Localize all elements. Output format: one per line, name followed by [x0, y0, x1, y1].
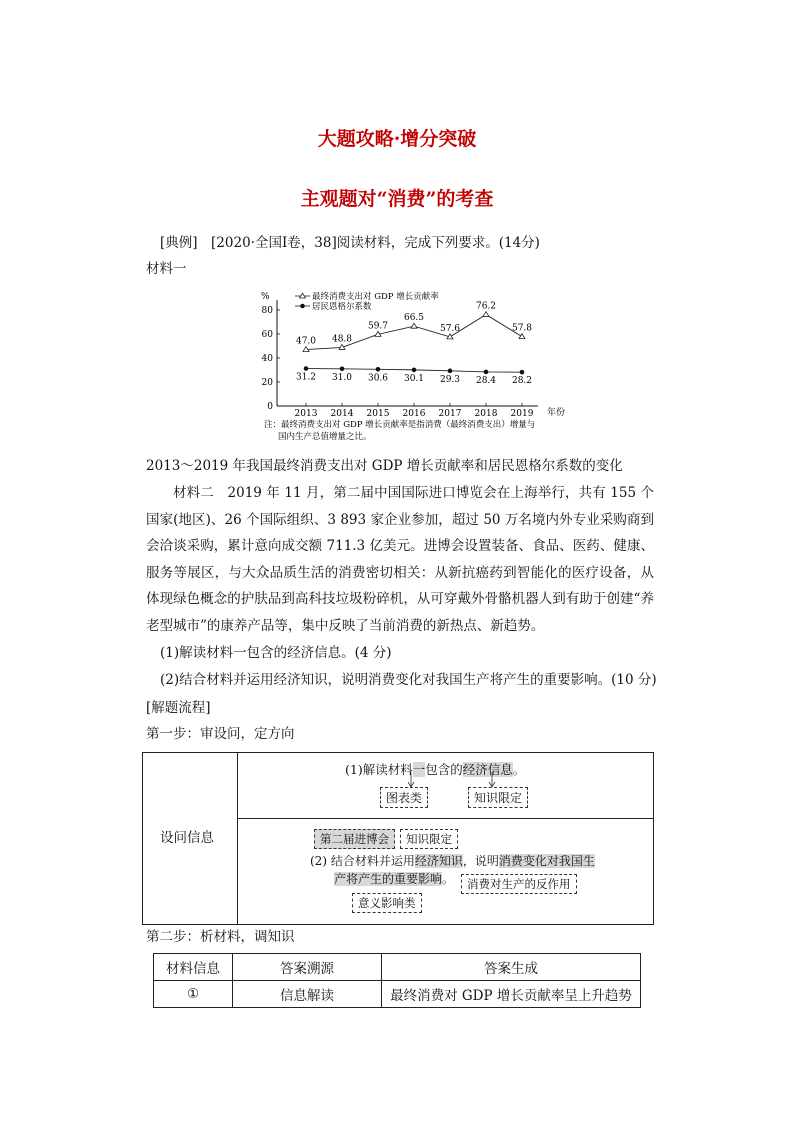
tag-knowledge-limit-1: 知识限定 — [468, 787, 528, 808]
x-axis-suffix: 年份 — [547, 408, 566, 418]
data-point-circle — [484, 370, 489, 375]
data-label: 66.5 — [403, 313, 425, 324]
y-tick-label: 0 — [267, 402, 273, 412]
q1-part-e: 。 — [512, 762, 526, 777]
line-chart — [250, 286, 570, 446]
table-header-cell: 答案溯源 — [233, 954, 382, 981]
data-label: 57.6 — [439, 323, 461, 334]
flow-label: [解题流程] — [146, 700, 211, 716]
legend-label-2: 居民恩格尔系数 — [312, 302, 372, 312]
question-1: (1)解读材料一包含的经济信息。(4 分) — [160, 645, 392, 661]
table-cell: 信息解读 — [233, 981, 382, 1008]
chart-note-line1: 注：最终消费支出对 GDP 增长贡献率是指消费（最终消费支出）增量与 — [264, 420, 536, 430]
y-tick-label: 80 — [261, 306, 273, 316]
step1-heading: 第一步：审设问，定方向 — [146, 726, 295, 742]
q2-part-f: 。 — [442, 872, 455, 886]
x-tick-label: 2013 — [294, 409, 318, 419]
data-point-circle — [340, 367, 345, 372]
chart-caption: 2013～2019 年我国最终消费支出对 GDP 增长贡献率和居民恩格尔系数的变化 — [146, 458, 623, 474]
step1-q2-text-line1 — [310, 851, 595, 871]
tag-meaning-type: 意义影响类 — [352, 893, 422, 913]
data-label: 28.4 — [475, 375, 497, 386]
material2-paragraph: 材料二 2019 年 11 月，第二届中国国际进口博览会在上海举行，共有 155 个国家(地区)、26 个国际组织、3 893 家企业参加，超过 50 万名境内外专业采购商到会洽谈采购，累计意向成交额 711.3 亿美元。进博会设置装备、食品、医药、健康、服务等展区，与大众品质生活的消费密切相关：从新抗癌药到智能化的医疗设备，从体现绿色概念的护肤品到高科技垃圾粉碎机，从可穿戴外骨骼机器人到有助于创建“养老型城市”的康养产品等，集中反映了当前消费的新热点、新趋势。 — [146, 485, 654, 634]
data-label: 48.8 — [331, 334, 353, 345]
question-2: (2)结合材料并运用经济知识，说明消费变化对我国生产将产生的重要影响。(10 分) — [160, 672, 657, 688]
tag-expo: 第二届进博会 — [314, 829, 395, 849]
data-label: 29.3 — [439, 374, 461, 385]
step1-table-divider-h — [237, 818, 653, 819]
x-tick-label: 2019 — [510, 409, 534, 419]
x-tick-label: 2018 — [474, 409, 498, 419]
data-point-triangle — [519, 334, 525, 339]
q1-part-d: 经济信息 — [462, 762, 513, 777]
q2-part-b: 经济知识 — [414, 854, 463, 868]
data-point-circle — [304, 366, 309, 371]
q2-part-a: (2) 结合材料并运用 — [310, 854, 415, 868]
data-point-circle — [448, 369, 453, 374]
data-point-circle — [376, 367, 381, 372]
data-label: 30.1 — [403, 373, 425, 384]
table-header-cell: 材料信息 — [154, 954, 233, 981]
material1-label: 材料一 — [146, 261, 187, 277]
table-header-row — [154, 954, 641, 981]
data-point-triangle — [483, 312, 489, 317]
tag-knowledge-limit-2: 知识限定 — [400, 829, 458, 849]
section-title: 大题攻略·增分突破 — [317, 128, 477, 150]
x-tick-label: 2014 — [330, 409, 354, 419]
data-label: 59.7 — [367, 321, 389, 332]
data-label: 57.8 — [511, 323, 533, 334]
q1-part-a: (1)解读材料 — [345, 762, 413, 777]
y-unit-label: % — [261, 292, 270, 302]
step2-heading: 第二步：析材料，调知识 — [146, 929, 295, 945]
step2-table — [153, 953, 641, 1008]
data-label: 47.0 — [295, 336, 317, 347]
y-tick-label: 40 — [261, 354, 273, 364]
data-point-circle — [520, 370, 525, 375]
x-tick-label: 2017 — [438, 409, 462, 419]
y-tick-label: 60 — [261, 330, 273, 340]
x-tick-label: 2016 — [402, 409, 426, 419]
step1-q1-arrows — [237, 772, 653, 818]
legend-label-1: 最终消费支出对 GDP 增长贡献率 — [312, 292, 439, 302]
table-header-cell: 答案生成 — [382, 954, 641, 981]
example-intro: [典例] [2020·全国Ⅰ卷，38]阅读材料，完成下列要求。(14分) — [160, 235, 540, 251]
data-label: 76.2 — [475, 301, 497, 312]
step1-q2-text-line2 — [334, 869, 454, 889]
y-tick-label: 20 — [261, 378, 273, 388]
chart-note-line2: 国内生产总值增量之比。 — [278, 432, 372, 442]
data-point-triangle — [411, 323, 417, 328]
q1-part-b: 一 — [412, 762, 426, 777]
q2-part-e: 产将产生的重要影响 — [334, 872, 443, 886]
topic-title: 主观题对“消费”的考查 — [300, 188, 494, 210]
table-cell: ① — [154, 981, 233, 1008]
data-label: 31.0 — [331, 372, 353, 383]
q1-part-c: 包含的 — [425, 762, 463, 777]
tag-chart-type: 图表类 — [380, 787, 428, 808]
legend-circle-marker — [300, 304, 305, 309]
x-tick-label: 2015 — [366, 409, 390, 419]
table-cell: 最终消费对 GDP 增长贡献率呈上升趋势 — [382, 981, 641, 1008]
table-row — [154, 981, 641, 1008]
data-point-circle — [412, 368, 417, 373]
data-label: 30.6 — [367, 373, 389, 384]
q2-part-d: 消费变化对我国生 — [498, 854, 595, 868]
tag-consumption-reaction: 消费对生产的反作用 — [461, 874, 577, 894]
step1-row-label: 设问信息 — [160, 830, 214, 846]
data-label: 31.2 — [295, 372, 317, 383]
q2-part-c: ，说明 — [462, 854, 499, 868]
data-label: 28.2 — [511, 376, 533, 387]
